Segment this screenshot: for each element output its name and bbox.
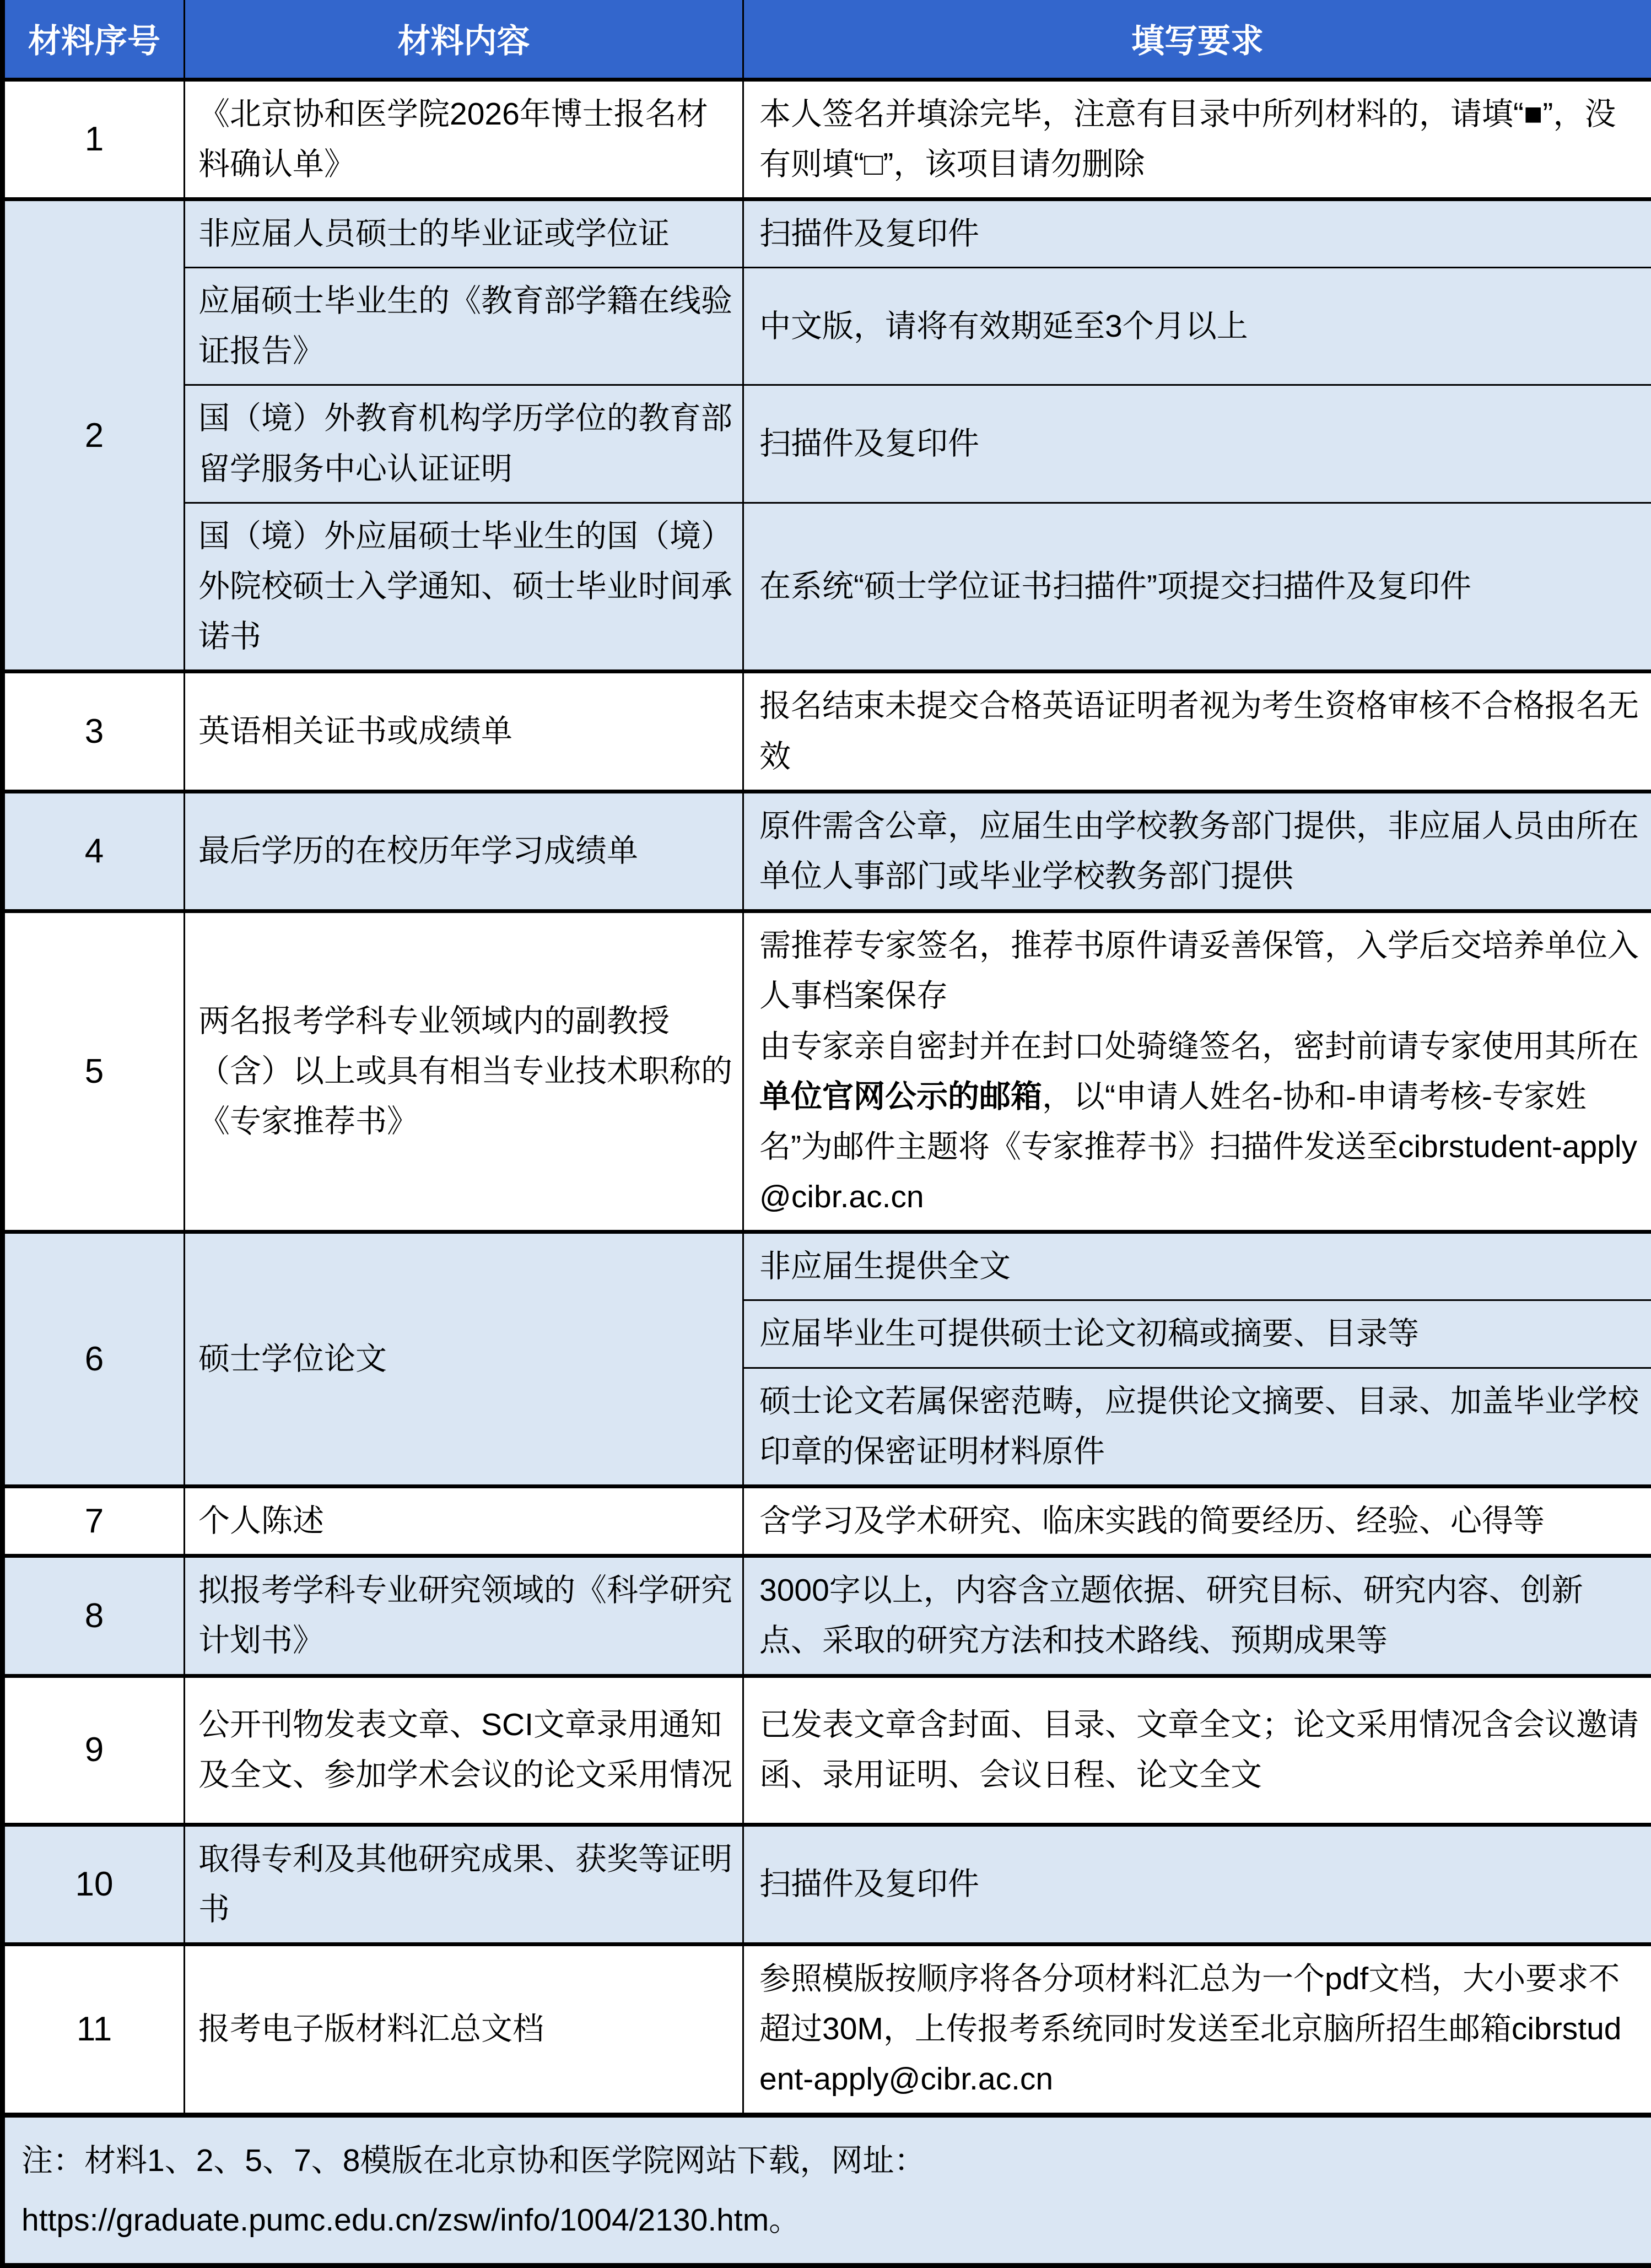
table-row-6a (3, 1232, 1651, 1300)
material-content-cell: 国（境）外教育机构学历学位的教育部留学服务中心认证证明 (185, 385, 743, 503)
material-requirement-cell: 硕士论文若属保密范畴，应提供论文摘要、目录、加盖毕业学校印章的保密证明材料原件 (743, 1368, 1651, 1486)
material-number-cell: 1 (3, 79, 185, 199)
material-requirement-cell: 原件需含公章，应届生由学校教务部门提供，非应届人员由所在单位人事部门或毕业学校教务部门提供 (743, 791, 1651, 911)
material-number-cell: 2 (3, 199, 185, 672)
column-header-material-number: 材料序号 (3, 0, 185, 79)
material-requirement-cell: 中文版，请将有效期延至3个月以上 (743, 268, 1651, 385)
material-content-cell: 英语相关证书或成绩单 (185, 672, 743, 791)
material-number-cell: 10 (3, 1824, 185, 1944)
material-number-cell: 7 (3, 1487, 185, 1556)
requirement-text: ，以“申请人姓名-协和-申请考核-专家姓名”为邮件主题将《专家推荐书》扫描件发送至cibrstudent-apply@cibr.ac.cn (759, 1079, 1637, 1214)
footnote-url: https://graduate.pumc.edu.cn/zsw/info/1004/2130.htm。 (21, 2190, 1634, 2250)
material-content-cell: 取得专利及其他研究成果、获奖等证明书 (185, 1824, 743, 1944)
material-content-cell: 非应届人员硕士的毕业证或学位证 (185, 199, 743, 267)
material-number-cell: 4 (3, 791, 185, 911)
material-content-cell: 两名报考学科专业领域内的副教授（含）以上或具有相当专业技术职称的《专家推荐书》 (185, 911, 743, 1232)
table-row-4 (3, 791, 1651, 911)
material-content-cell: 最后学历的在校历年学习成绩单 (185, 791, 743, 911)
material-content-cell: 公开刊物发表文章、SCI文章录用通知及全文、参加学术会议的论文采用情况 (185, 1676, 743, 1824)
table-row-7 (3, 1487, 1651, 1556)
column-header-requirements: 填写要求 (743, 0, 1651, 79)
material-requirement-cell: 非应届生提供全文 (743, 1232, 1651, 1300)
material-requirement-cell: 扫描件及复印件 (743, 385, 1651, 503)
material-content-cell: 应届硕士毕业生的《教育部学籍在线验证报告》 (185, 268, 743, 385)
table-row-2d (3, 503, 1651, 672)
footnote-text: 注：材料1、2、5、7、8模版在北京协和医学院网站下载，网址： (21, 2131, 1634, 2190)
requirement-text-bold: 单位官网公示的邮箱 (759, 1079, 1042, 1114)
material-requirement-cell: 含学习及学术研究、临床实践的简要经历、经验、心得等 (743, 1487, 1651, 1556)
table-row-2c (3, 385, 1651, 503)
material-requirement-cell: 3000字以上，内容含立题依据、研究目标、研究内容、创新点、采取的研究方法和技术路线、预期成果等 (743, 1556, 1651, 1676)
table-row-2a (3, 199, 1651, 267)
material-requirement-cell: 本人签名并填涂完毕，注意有目录中所列材料的，请填“■”，没有则填“□”，该项目请勿删除 (743, 79, 1651, 199)
table-row-8 (3, 1556, 1651, 1676)
material-requirement-cell: 扫描件及复印件 (743, 1824, 1651, 1944)
table-row-3 (3, 672, 1651, 791)
material-content-cell: 拟报考学科专业研究领域的《科学研究计划书》 (185, 1556, 743, 1676)
material-content-cell: 报考电子版材料汇总文档 (185, 1944, 743, 2115)
table-row-2b (3, 268, 1651, 385)
column-header-material-content: 材料内容 (185, 0, 743, 79)
material-requirement-cell: 报名结束未提交合格英语证明者视为考生资格审核不合格报名无效 (743, 672, 1651, 791)
material-number-cell: 9 (3, 1676, 185, 1824)
table-row-11 (3, 1944, 1651, 2115)
material-content-cell: 个人陈述 (185, 1487, 743, 1556)
table-row-9 (3, 1676, 1651, 1824)
material-requirement-cell: 已发表文章含封面、目录、文章全文；论文采用情况含会议邀请函、录用证明、会议日程、论文全文 (743, 1676, 1651, 1824)
material-number-cell: 3 (3, 672, 185, 791)
material-number-cell: 8 (3, 1556, 185, 1676)
material-requirement-cell: 参照模版按顺序将各分项材料汇总为一个pdf文档，大小要求不超过30M，上传报考系统同时发送至北京脑所招生邮箱cibrstudent-apply@cibr.ac.cn (743, 1944, 1651, 2115)
table-row-1 (3, 79, 1651, 199)
material-content-cell: 《北京协和医学院2026年博士报名材料确认单》 (185, 79, 743, 199)
footnote-cell (3, 2115, 1651, 2266)
table-row-10 (3, 1824, 1651, 1944)
material-requirement-cell: 扫描件及复印件 (743, 199, 1651, 267)
footnote-row (3, 2115, 1651, 2266)
requirement-text: 由专家亲自密封并在封口处骑缝签名，密封前请专家使用其所在 (759, 1029, 1639, 1064)
material-requirement-cell: 应届毕业生可提供硕士论文初稿或摘要、目录等 (743, 1300, 1651, 1368)
material-content-cell: 国（境）外应届硕士毕业生的国（境）外院校硕士入学通知、硕士毕业时间承诺书 (185, 503, 743, 672)
table-header-row (3, 0, 1651, 79)
material-number-cell: 5 (3, 911, 185, 1232)
material-number-cell: 11 (3, 1944, 185, 2115)
material-requirement-cell: 在系统“硕士学位证书扫描件”项提交扫描件及复印件 (743, 503, 1651, 672)
material-number-cell: 6 (3, 1232, 185, 1487)
table-row-5 (3, 911, 1651, 1232)
requirement-paragraph (759, 1022, 1639, 1223)
material-requirement-cell (743, 911, 1651, 1232)
requirement-paragraph: 需推荐专家签名，推荐书原件请妥善保管，入学后交培养单位入人事档案保存 (759, 921, 1639, 1021)
material-content-cell: 硕士学位论文 (185, 1232, 743, 1487)
